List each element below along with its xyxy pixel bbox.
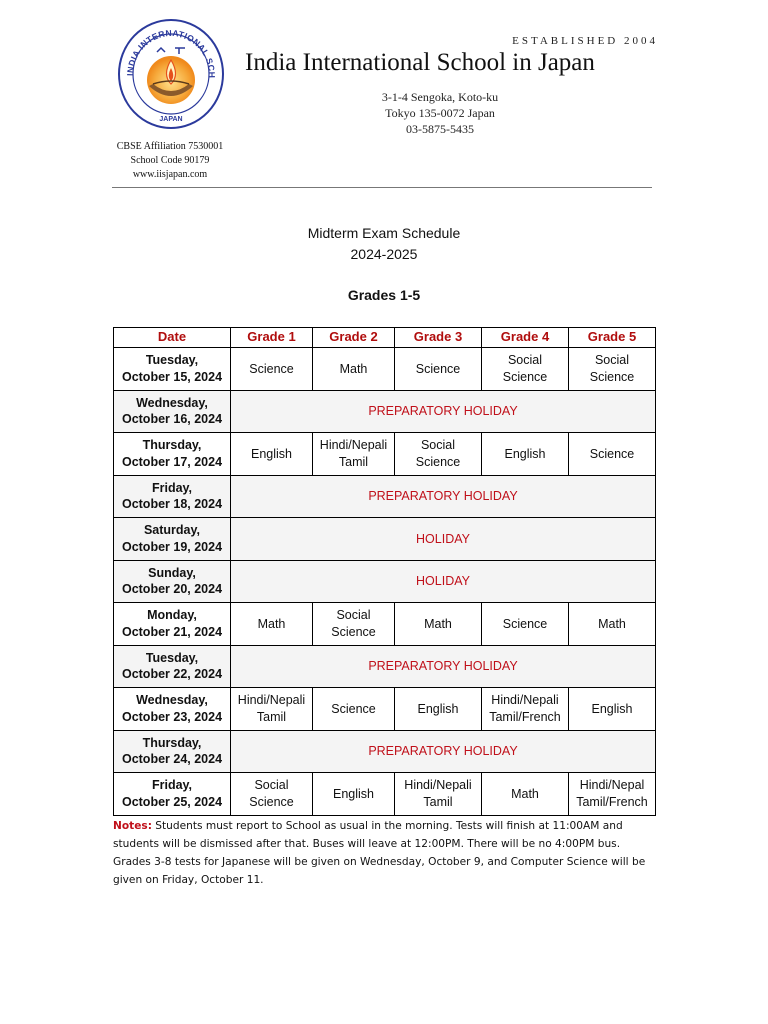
section-heading: Grades 1-5 — [347, 287, 421, 303]
subject-line: Science — [502, 369, 548, 384]
subject-line: Social — [594, 353, 630, 368]
subject-line: Math — [424, 616, 452, 631]
subject-line: Social — [254, 778, 289, 793]
subject-cell — [482, 773, 569, 816]
subject-line: Tamil/French — [576, 794, 648, 809]
subject-line: Tamil — [338, 454, 369, 469]
subject-cell — [231, 773, 313, 816]
weekday-label: Friday, — [151, 480, 193, 495]
logo-ring-text-bottom: JAPAN — [159, 116, 183, 123]
subject-cell — [395, 433, 482, 476]
column-header: Grade 3 — [395, 328, 482, 348]
established-year: ESTABLISHED 2004 — [512, 35, 658, 47]
subject-cell — [313, 688, 395, 731]
date-cell — [114, 773, 231, 816]
subject-line: Math — [511, 786, 539, 801]
subject-line: Science — [249, 794, 294, 809]
date-label: October 17, 2024 — [121, 454, 223, 469]
header-divider — [112, 187, 652, 188]
school-code: School Code 90179 — [130, 155, 210, 166]
subject-cell — [569, 773, 656, 816]
subject-line: Math — [257, 616, 286, 631]
weekday-label: Monday, — [147, 608, 197, 623]
subject-line: Social — [507, 353, 543, 368]
subject-line: Science — [249, 361, 294, 376]
table-row — [114, 603, 656, 646]
table-row — [114, 433, 656, 476]
logo-ring-text: INDIA INTERNATIONAL SCH — [124, 27, 218, 79]
date-label: October 20, 2024 — [121, 582, 223, 597]
subject-line: Tamil — [423, 794, 453, 809]
date-cell — [114, 475, 231, 518]
date-cell — [114, 348, 231, 391]
table-row — [114, 773, 656, 816]
column-header: Date — [114, 328, 231, 348]
date-cell — [114, 603, 231, 646]
date-cell — [114, 560, 231, 603]
subject-line: Hindi/Nepali — [491, 693, 559, 708]
table-row — [114, 348, 656, 391]
weekday-label: Friday, — [151, 778, 193, 793]
subject-cell — [395, 603, 482, 646]
subject-cell — [231, 603, 313, 646]
subject-line: Hindi/Nepali — [319, 438, 388, 453]
school-name: India International School in Japan — [245, 49, 595, 76]
subject-cell — [569, 603, 656, 646]
phone-number: 03-5875-5435 — [406, 122, 474, 136]
document-title: Midterm Exam Schedule — [307, 225, 461, 241]
subject-line: Tamil/French — [489, 709, 561, 724]
website-link[interactable]: www.iisjapan.com — [132, 169, 208, 180]
subject-cell — [231, 433, 313, 476]
table-row — [114, 730, 656, 773]
subject-cell — [231, 348, 313, 391]
date-cell — [114, 433, 231, 476]
subject-cell — [231, 688, 313, 731]
subject-cell — [313, 348, 395, 391]
subject-cell — [313, 433, 395, 476]
holiday-cell: PREPARATORY HOLIDAY — [231, 645, 656, 688]
notes-text: Students must report to School as usual in the morning. Tests will finish at 11:00AM and students will be dismissed after that. Buses will leave at 12:00PM. There will be no 4:00PM bus. Grades 3-8 tests for Japanese will be given on Wednesday, October 9, and Computer Science will be given on Friday, October 11. — [113, 820, 646, 886]
date-cell — [114, 518, 231, 561]
date-label: October 16, 2024 — [121, 412, 223, 427]
date-cell — [114, 730, 231, 773]
holiday-cell: HOLIDAY — [231, 560, 656, 603]
weekday-label: Wednesday, — [136, 395, 208, 410]
subject-cell — [482, 688, 569, 731]
subject-cell — [482, 433, 569, 476]
date-label: October 22, 2024 — [121, 667, 223, 682]
subject-line: Social — [420, 438, 456, 453]
weekday-label: Sunday, — [148, 565, 196, 580]
column-header: Grade 1 — [231, 328, 313, 348]
date-label: October 24, 2024 — [121, 752, 223, 767]
column-header: Grade 5 — [569, 328, 656, 348]
weekday-label: Saturday, — [143, 523, 201, 538]
subject-line: Science — [589, 369, 635, 384]
subject-line: Math — [339, 361, 368, 376]
date-cell — [114, 688, 231, 731]
weekday-label: Thursday, — [142, 735, 202, 750]
subject-cell — [569, 348, 656, 391]
date-cell — [114, 390, 231, 433]
subject-line: English — [333, 786, 374, 801]
table-row — [114, 645, 656, 688]
table-row — [114, 560, 656, 603]
subject-line: Hindi/Nepali — [404, 778, 472, 793]
holiday-cell: HOLIDAY — [231, 518, 656, 561]
date-label: October 21, 2024 — [121, 624, 223, 639]
notes-paragraph — [113, 817, 658, 889]
address-line: Tokyo 135-0072 Japan — [385, 106, 495, 120]
table-row — [114, 390, 656, 433]
affiliation-info — [100, 140, 240, 182]
subject-line: Science — [331, 701, 376, 716]
subject-line: English — [504, 446, 546, 461]
subject-line: Science — [415, 361, 461, 376]
column-header: Grade 2 — [313, 328, 395, 348]
table-row — [114, 475, 656, 518]
subject-line: Science — [415, 454, 461, 469]
subject-cell — [569, 688, 656, 731]
subject-line: Social — [336, 608, 371, 623]
table-row — [114, 518, 656, 561]
column-header: Grade 4 — [482, 328, 569, 348]
subject-line: Hindi/Nepali — [237, 693, 306, 708]
subject-cell — [569, 433, 656, 476]
subject-cell — [313, 603, 395, 646]
subject-line: Hindi/Nepal — [579, 778, 645, 793]
subject-cell — [395, 688, 482, 731]
school-logo — [117, 18, 225, 130]
holiday-cell: PREPARATORY HOLIDAY — [231, 475, 656, 518]
subject-line: Science — [502, 616, 548, 631]
school-address — [340, 89, 540, 137]
weekday-label: Thursday, — [142, 438, 202, 453]
subject-cell — [482, 603, 569, 646]
table-row — [114, 688, 656, 731]
weekday-label: Wednesday, — [136, 693, 208, 708]
subject-line: English — [591, 701, 633, 716]
subject-line: Science — [589, 446, 635, 461]
holiday-cell: PREPARATORY HOLIDAY — [231, 390, 656, 433]
address-line: 3-1-4 Sengoka, Koto-ku — [381, 90, 499, 104]
subject-line: English — [251, 446, 292, 461]
date-label: October 25, 2024 — [121, 794, 223, 809]
subject-line: Math — [598, 616, 626, 631]
date-label: October 15, 2024 — [121, 369, 223, 384]
notes-label: Notes: — [113, 820, 152, 832]
exam-schedule-table — [113, 327, 656, 816]
diya-lamp-emblem-icon — [117, 18, 225, 130]
date-label: October 19, 2024 — [121, 539, 223, 554]
subject-line: Science — [331, 624, 376, 639]
subject-line: English — [417, 701, 459, 716]
weekday-label: Tuesday, — [145, 650, 199, 665]
date-cell — [114, 645, 231, 688]
subject-line: Tamil — [256, 709, 287, 724]
weekday-label: Tuesday, — [145, 353, 199, 368]
table-body — [114, 348, 656, 816]
affiliation-number: CBSE Affiliation 7530001 — [116, 141, 224, 152]
holiday-cell: PREPARATORY HOLIDAY — [231, 730, 656, 773]
date-label: October 18, 2024 — [121, 497, 223, 512]
subject-cell — [313, 773, 395, 816]
table-header-row — [114, 328, 656, 348]
academic-year: 2024-2025 — [350, 246, 418, 262]
date-label: October 23, 2024 — [121, 709, 223, 724]
subject-cell — [395, 348, 482, 391]
subject-cell — [395, 773, 482, 816]
subject-cell — [482, 348, 569, 391]
